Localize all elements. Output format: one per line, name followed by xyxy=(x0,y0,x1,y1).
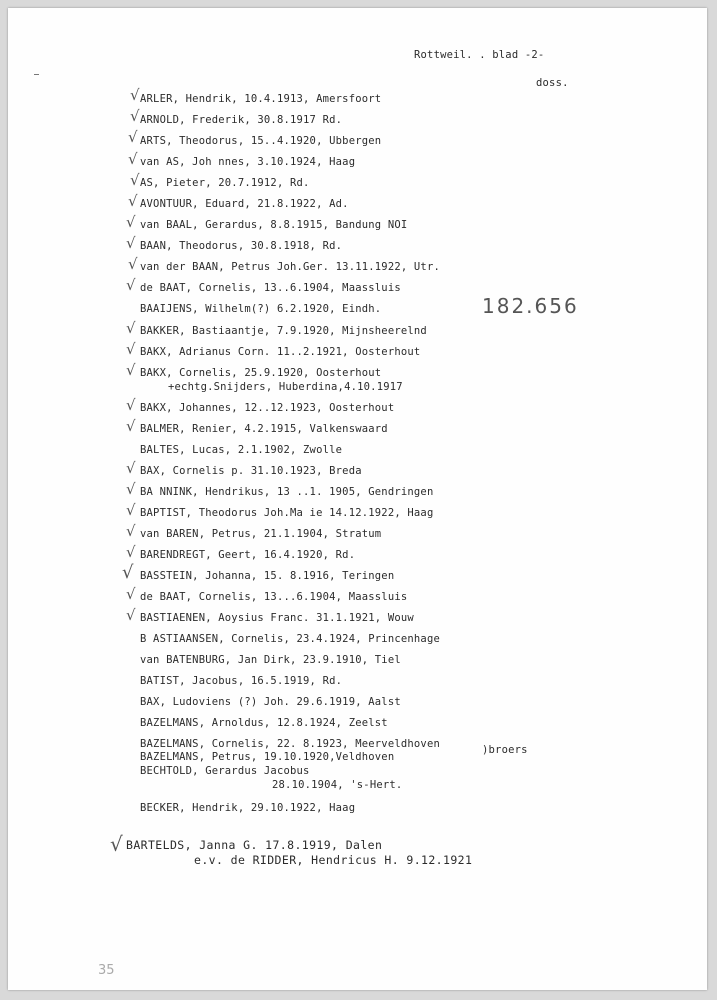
checkmark-icon: √ xyxy=(126,234,136,252)
entry-line: de BAAT, Cornelis, 13..6.1904, Maassluis xyxy=(140,282,401,294)
footer-entry-line2: e.v. de RIDDER, Hendricus H. 9.12.1921 xyxy=(194,853,473,867)
entry-line-continuation: +echtg.Snijders, Huberdina,4.10.1917 xyxy=(168,381,403,393)
entry-line: de BAAT, Cornelis, 13...6.1904, Maassluis xyxy=(140,591,408,603)
checkmark-icon: √ xyxy=(126,417,136,435)
entry-line: BAX, Ludoviens (?) Joh. 29.6.1919, Aalst xyxy=(140,696,401,708)
entry-line: AS, Pieter, 20.7.1912, Rd. xyxy=(140,177,310,189)
brothers-note: )broers xyxy=(482,744,528,756)
checkmark-icon: √ xyxy=(126,340,136,358)
checkmark-icon: √ xyxy=(126,213,136,231)
footer-entry-line1: BARTELDS, Janna G. 17.8.1919, Dalen xyxy=(126,838,383,852)
checkmark-icon: √ xyxy=(130,171,140,189)
handwritten-number: 182.656 xyxy=(482,294,579,318)
page-header-title: Rottweil. . blad -2- xyxy=(414,49,545,61)
checkmark-icon: √ xyxy=(122,562,134,583)
entry-line: BECKER, Hendrik, 29.10.1922, Haag xyxy=(140,802,356,814)
entry-line: BAKX, Johannes, 12..12.1923, Oosterhout xyxy=(140,402,395,414)
entry-line: BECHTOLD, Gerardus Jacobus xyxy=(140,765,310,777)
checkmark-icon: √ xyxy=(126,480,136,498)
checkmark-icon: √ xyxy=(126,522,136,540)
entry-line: BAZELMANS, Petrus, 19.10.1920,Veldhoven xyxy=(140,751,395,763)
checkmark-icon: √ xyxy=(126,319,136,337)
checkmark-icon: √ xyxy=(126,276,136,294)
entry-line: BAKX, Cornelis, 25.9.1920, Oosterhout xyxy=(140,367,382,379)
checkmark-icon: √ xyxy=(126,585,136,603)
checkmark-icon: √ xyxy=(126,459,136,477)
entry-line: BALTES, Lucas, 2.1.1902, Zwolle xyxy=(140,444,343,456)
checkmark-icon: √ xyxy=(126,396,136,414)
checkmark-icon: √ xyxy=(126,543,136,561)
entry-line: BATIST, Jacobus, 16.5.1919, Rd. xyxy=(140,675,343,687)
entry-line: van BAAL, Gerardus, 8.8.1915, Bandung NOI xyxy=(140,219,408,231)
entry-line: BASSTEIN, Johanna, 15. 8.1916, Teringen xyxy=(140,570,395,582)
checkmark-icon: √ xyxy=(128,192,138,210)
entry-line: BAPTIST, Theodorus Joh.Ma ie 14.12.1922, Haag xyxy=(140,507,434,519)
entry-line-continuation: 28.10.1904, 's-Hert. xyxy=(272,779,403,791)
entry-line: BAKX, Adrianus Corn. 11..2.1921, Oosterhout xyxy=(140,346,421,358)
checkmark-icon: √ xyxy=(130,107,140,125)
checkmark-icon: √ xyxy=(126,606,136,624)
document-sheet xyxy=(8,8,707,990)
entry-line: BASTIAENEN, Aoysius Franc. 31.1.1921, Wouw xyxy=(140,612,414,624)
entry-line: BAAN, Theodorus, 30.8.1918, Rd. xyxy=(140,240,343,252)
checkmark-icon: √ xyxy=(126,501,136,519)
entry-line: ARTS, Theodorus, 15..4.1920, Ubbergen xyxy=(140,135,382,147)
checkmark-icon: √ xyxy=(128,150,138,168)
entry-line: ARLER, Hendrik, 10.4.1913, Amersfoort xyxy=(140,93,382,105)
checkmark-icon: √ xyxy=(126,361,136,379)
entry-line: B ASTIAANSEN, Cornelis, 23.4.1924, Princenhage xyxy=(140,633,440,645)
checkmark-icon: √ xyxy=(128,255,138,273)
checkmark-icon: √ xyxy=(130,86,140,104)
entry-line: BAZELMANS, Arnoldus, 12.8.1924, Zeelst xyxy=(140,717,388,729)
entry-line: ARNOLD, Frederik, 30.8.1917 Rd. xyxy=(140,114,343,126)
page-header-doss: doss. xyxy=(536,77,569,89)
entry-line: BAKKER, Bastiaantje, 7.9.1920, Mijnsheerelnd xyxy=(140,325,427,337)
crossed-checkmark-icon: √ xyxy=(110,832,123,856)
entry-line: van BATENBURG, Jan Dirk, 23.9.1910, Tiel xyxy=(140,654,401,666)
margin-mark xyxy=(34,74,39,75)
entry-line: van BAREN, Petrus, 21.1.1904, Stratum xyxy=(140,528,382,540)
bottom-pencil-mark: 35 xyxy=(98,963,115,978)
entry-line: BAAIJENS, Wilhelm(?) 6.2.1920, Eindh. xyxy=(140,303,382,315)
checkmark-icon: √ xyxy=(128,128,138,146)
entry-line: van AS, Joh nnes, 3.10.1924, Haag xyxy=(140,156,356,168)
entry-line: BAX, Cornelis p. 31.10.1923, Breda xyxy=(140,465,362,477)
entry-line: BARENDREGT, Geert, 16.4.1920, Rd. xyxy=(140,549,356,561)
entry-line: BAZELMANS, Cornelis, 22. 8.1923, Meerveldhoven xyxy=(140,738,440,750)
entry-line: BALMER, Renier, 4.2.1915, Valkenswaard xyxy=(140,423,388,435)
entry-line: BA NNINK, Hendrikus, 13 ..1. 1905, Gendringen xyxy=(140,486,434,498)
entry-line: van der BAAN, Petrus Joh.Ger. 13.11.1922, Utr. xyxy=(140,261,440,273)
entry-line: AVONTUUR, Eduard, 21.8.1922, Ad. xyxy=(140,198,349,210)
